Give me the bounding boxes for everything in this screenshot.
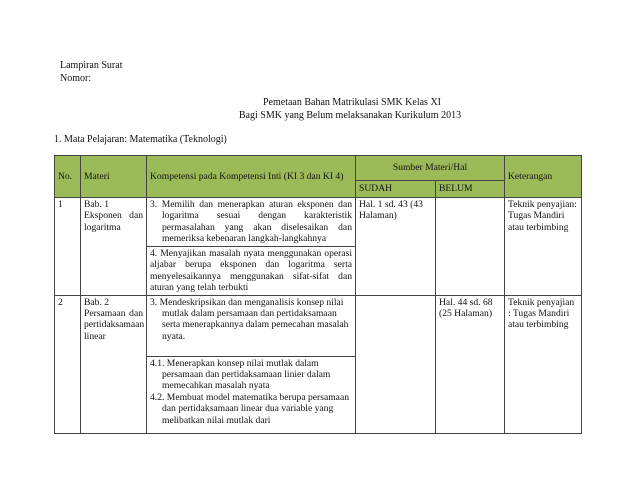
header-no: No. xyxy=(55,156,81,198)
row2-materi-body: Persamaan dan pertidaksamaan linear xyxy=(84,308,145,342)
row2-belum: Hal. 44 sd. 68 (25 Halaman) xyxy=(436,295,505,433)
row1-belum xyxy=(436,198,505,296)
letter-number-label: Nomor: xyxy=(60,73,92,84)
row1-kd3-text: 3. Memilih dan menerapkan aturan eksponen dan logaritma sesuai dengan karakteristik permasalahan yang akan diselesaikan dan memeriksa kebenaran langkah-langkahnya xyxy=(150,199,352,245)
row2-kd3-text: 3. Mendeskripsikan dan menganalisis konsep nilai mutlak dalam persamaan dan pertidaksamaan serta menerapkannya dalam pemecahan masalah nyata. xyxy=(150,296,349,342)
table-row xyxy=(55,198,582,247)
row1-kd3 xyxy=(147,198,356,247)
document-title-line2: Bagi SMK yang Belum melaksanakan Kurikulum 2013 xyxy=(238,110,462,121)
mapping-table xyxy=(54,155,582,434)
subject-heading: 1. Mata Pelajaran: Matematika (Teknologi) xyxy=(54,134,227,145)
header-kompetensi: Kompetensi pada Kompetensi Inti (KI 3 dan KI 4) xyxy=(147,156,356,198)
row2-materi-title: Bab. 2 xyxy=(84,296,110,308)
row2-keterangan: Teknik penyajian : Tugas Mandiri atau terbimbing xyxy=(505,295,582,433)
header-keterangan: Keterangan xyxy=(505,156,582,198)
row1-materi-body: Eksponen dan logaritma xyxy=(84,210,143,233)
document-title-line1: Pemetaan Bahan Matrikulasi SMK Kelas XI xyxy=(262,97,442,108)
header-sumber: Sumber Materi/Hal xyxy=(356,156,505,181)
row1-no: 1 xyxy=(55,198,81,296)
row2-sudah xyxy=(356,295,436,433)
row1-materi xyxy=(81,198,147,296)
table-header-row xyxy=(55,156,582,181)
row2-kd42-text: 4.2. Membuat model matematika berupa persamaan dan pertidaksamaan linear dua variable yang melibatkan nilai mutlak dari xyxy=(150,391,350,426)
row2-materi xyxy=(81,295,147,433)
row1-sudah: Hal. 1 sd. 43 (43 Halaman) xyxy=(356,198,436,296)
row1-kd4 xyxy=(147,247,356,296)
row1-materi-title: Bab. 1 xyxy=(84,199,110,210)
row2-no: 2 xyxy=(55,295,81,433)
row1-kd4-text: 4. Menyajikan masalah nyata menggunakan operasi aljabar berupa eksponen dan logaritma serta menyelesaikannya menggunakan sifat-sifat dan aturan yang telah terbukti xyxy=(150,248,352,294)
table-row xyxy=(55,295,582,356)
header-materi: Materi xyxy=(81,156,147,198)
row2-kd4 xyxy=(147,356,356,433)
header-belum: BELUM xyxy=(436,181,505,198)
row1-keterangan: Teknik penyajian: Tugas Mandiri atau terbimbing xyxy=(505,198,582,296)
header-sudah: SUDAH xyxy=(356,181,436,198)
row2-kd3 xyxy=(147,295,356,356)
attachment-label: Lampiran Surat xyxy=(60,60,123,71)
row2-kd41-text: 4.1. Menerapkan konsep nilai mutlak dalam persamaan dan pertidaksamaan linier dalam memecahkan masalah nyata xyxy=(150,357,331,392)
